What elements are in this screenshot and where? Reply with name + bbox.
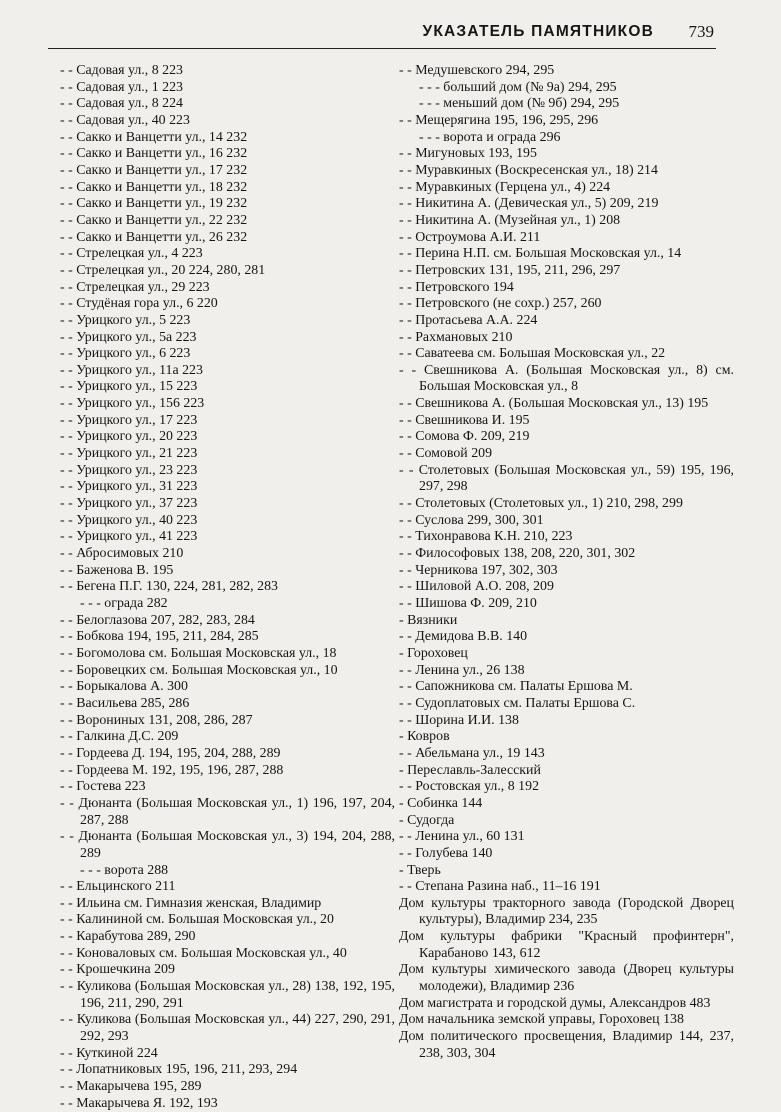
index-entry: - - Абельмана ул., 19 143	[399, 745, 545, 761]
index-entry: - - Сакко и Ванцетти ул., 14 232	[60, 129, 248, 145]
index-entry: - - Рахмановых 210	[399, 329, 513, 345]
index-entry: - Гороховец	[399, 645, 468, 661]
index-entry: - - Дюнанта (Большая Московская ул., 1) 196, 197, 204, 287, 288	[60, 795, 395, 828]
index-entry: - - Урицкого ул., 23 223	[60, 462, 198, 478]
index-entry: - - Саватеева см. Большая Московская ул., 22	[399, 346, 666, 362]
index-entry: - - Свешникова И. 195	[399, 412, 530, 428]
index-entry: Дом начальника земской управы, Гороховец 138	[399, 1012, 684, 1028]
page-header	[48, 14, 716, 49]
index-entry: - - Ленина ул., 26 138	[399, 662, 525, 678]
index-entry: - - Муравкиных (Воскресенская ул., 18) 214	[399, 162, 658, 178]
index-entry: Дом культуры химического завода (Дворец культуры молодежи), Владимир 236	[399, 962, 734, 995]
index-entry: - Вязники	[399, 612, 458, 628]
index-entry: - - Садовая ул., 8 223	[60, 63, 183, 78]
index-entry: - Тверь	[399, 862, 441, 878]
index-entry: - - Абросимовых 210	[60, 546, 184, 562]
index-entry: - - Голубева 140	[399, 845, 493, 861]
index-entry: - - Свешникова А. (Большая Московская ул., 13) 195	[399, 396, 709, 412]
index-entry: - - Карабутова 289, 290	[60, 929, 196, 945]
index-entry: - - Студёная гора ул., 6 220	[60, 296, 218, 312]
index-entry: Дом магистрата и городской думы, Александров 483	[399, 995, 711, 1011]
index-entry: - - Медушевского 294, 295	[399, 63, 555, 78]
index-entry: - - Ельцинского 211	[60, 879, 176, 895]
index-entry: - - Белоглазова 207, 282, 283, 284	[60, 612, 255, 628]
index-entry: - - Макарычева Я. 192, 193	[60, 1095, 218, 1111]
index-entry: - - Урицкого ул., 15 223	[60, 379, 198, 395]
index-entry: - - Стрелецкая ул., 4 223	[60, 246, 203, 262]
index-entry: - Ковров	[399, 729, 450, 745]
index-entry: - - Урицкого ул., 40 223	[60, 512, 198, 528]
index-entry: - - Свешникова А. (Большая Московская ул., 8) см. Большая Московская ул., 8	[399, 362, 734, 395]
index-entry: - - Сакко и Ванцетти ул., 18 232	[60, 179, 248, 195]
index-entry: - - - меньший дом (№ 9б) 294, 295	[419, 96, 620, 112]
index-entry: - - Дюнанта (Большая Московская ул., 3) 194, 204, 288, 289	[60, 829, 395, 861]
index-entry: - - Судоплатовых см. Палаты Ершова С.	[399, 695, 636, 711]
index-entry: - - Богомолова см. Большая Московская ул., 18	[60, 645, 337, 661]
index-column-left	[60, 63, 395, 1112]
page-number: 739	[688, 22, 714, 41]
index-entry: - - Ильина см. Гимназия женская, Владимир	[60, 895, 322, 911]
index-entry: - - Сакко и Ванцетти ул., 22 232	[60, 212, 248, 228]
index-entry: - - Урицкого ул., 37 223	[60, 496, 198, 512]
index-entry: - - Урицкого ул., 21 223	[60, 446, 198, 462]
index-entry: - - Мигуновых 193, 195	[399, 146, 537, 162]
index-entry: - - Сакко и Ванцетти ул., 26 232	[60, 229, 248, 245]
index-entry: - - Сомовой 209	[399, 446, 493, 462]
index-entry: - - Петровского 194	[399, 279, 514, 295]
index-entry: - - Васильева 285, 286	[60, 695, 190, 711]
index-entry: - Переславль-Залесский	[399, 762, 541, 778]
index-entry: - - - больший дом (№ 9а) 294, 295	[419, 79, 617, 95]
index-entry: - - - ограда 282	[80, 596, 168, 611]
index-entry: - - Стрелецкая ул., 20 224, 280, 281	[60, 262, 266, 278]
index-entry: - - Столетовых (Большая Московская ул., 59) 195, 196, 297, 298	[399, 462, 734, 495]
index-entry: - - Урицкого ул., 5а 223	[60, 329, 197, 345]
index-entry: - - Муравкиных (Герцена ул., 4) 224	[399, 179, 611, 195]
index-entry: - - - ворота и ограда 296	[419, 129, 561, 145]
index-entry: - - Урицкого ул., 6 223	[60, 346, 191, 362]
index-entry: - - Ворониных 131, 208, 286, 287	[60, 712, 253, 728]
index-entry: - - Мещерягина 195, 196, 295, 296	[399, 112, 599, 128]
index-entry: - Судогда	[399, 812, 455, 828]
index-entry: - - Шиловой А.О. 208, 209	[399, 579, 554, 595]
index-entry: - - Философовых 138, 208, 220, 301, 302	[399, 546, 636, 562]
index-entry: - - Урицкого ул., 41 223	[60, 529, 198, 545]
index-entry: - - Остроумова А.И. 211	[399, 229, 541, 245]
index-entry: - - Тихонравова К.Н. 210, 223	[399, 529, 573, 545]
index-entry: - - - ворота 288	[80, 862, 169, 878]
index-entry: - - Лопатниковых 195, 196, 211, 293, 294	[60, 1062, 298, 1078]
index-entry: - - Шорина И.И. 138	[399, 712, 519, 728]
index-entry: - - Куткиной 224	[60, 1045, 158, 1061]
index-entry: - - Петровского (не сохр.) 257, 260	[399, 296, 602, 312]
index-entry: Дом культуры тракторного завода (Городской Дворец культуры), Владимир 234, 235	[399, 895, 734, 928]
index-entry: - - Урицкого ул., 5 223	[60, 312, 191, 328]
index-entry: - - Садовая ул., 40 223	[60, 112, 190, 128]
index-entry: - - Никитина А. (Девическая ул., 5) 209, 219	[399, 196, 659, 212]
index-entry: - - Петровских 131, 195, 211, 296, 297	[399, 262, 621, 278]
index-entry: - - Урицкого ул., 11а 223	[60, 362, 203, 378]
index-entry: - - Степана Разина наб., 11–16 191	[399, 879, 601, 895]
index-entry: - - Протасьева А.А. 224	[399, 312, 538, 328]
index-entry: - - Боровецких см. Большая Московская ул., 10	[60, 662, 338, 678]
index-entry: - - Урицкого ул., 17 223	[60, 412, 198, 428]
index-entry: - - Сакко и Ванцетти ул., 16 232	[60, 146, 248, 162]
index-entry: - - Садовая ул., 1 223	[60, 79, 183, 95]
index-entry: - - Гордеева М. 192, 195, 196, 287, 288	[60, 762, 284, 778]
index-entry: - Собинка 144	[399, 795, 483, 811]
index-entry: - - Урицкого ул., 20 223	[60, 429, 198, 445]
index-title: УКАЗАТЕЛЬ ПАМЯТНИКОВ	[422, 23, 654, 40]
index-column-right	[399, 63, 734, 1062]
index-entry: - - Перина Н.П. см. Большая Московская ул., 14	[399, 246, 682, 262]
index-entry: - - Бегена П.Г. 130, 224, 281, 282, 283	[60, 579, 278, 595]
index-entry: - - Галкина Д.С. 209	[60, 729, 179, 745]
index-entry: - - Столетовых (Столетовых ул., 1) 210, 298, 299	[399, 496, 683, 512]
index-entry: - - Сакко и Ванцетти ул., 17 232	[60, 162, 248, 178]
index-entry: - - Гордеева Д. 194, 195, 204, 288, 289	[60, 745, 281, 761]
index-entry: Дом культуры фабрики "Красный профинтерн", Карабаново 143, 612	[399, 929, 734, 961]
index-entry: - - Коноваловых см. Большая Московская ул., 40	[60, 945, 347, 961]
index-entry: - - Куликова (Большая Московская ул., 44) 227, 290, 291, 292, 293	[60, 1012, 395, 1045]
index-entry: - - Демидова В.В. 140	[399, 629, 528, 645]
index-entry: - - Макарычева 195, 289	[60, 1079, 202, 1095]
index-entry: - - Урицкого ул., 156 223	[60, 396, 205, 412]
index-entry: - - Садовая ул., 8 224	[60, 96, 183, 112]
index-entry: - - Шишова Ф. 209, 210	[399, 596, 537, 611]
index-entry: - - Черникова 197, 302, 303	[399, 562, 558, 578]
index-entry: - - Борыкалова А. 300	[60, 679, 188, 695]
index-entry: - - Сакко и Ванцетти ул., 19 232	[60, 196, 248, 212]
index-entry: - - Куликова (Большая Московская ул., 28) 138, 192, 195, 196, 211, 290, 291	[60, 979, 395, 1011]
index-entry: - - Никитина А. (Музейная ул., 1) 208	[399, 212, 621, 228]
index-entry: - - Крошечкина 209	[60, 962, 175, 978]
index-entry: Дом политического просвещения, Владимир 144, 237, 238, 303, 304	[399, 1029, 734, 1061]
index-entry: - - Сапожникова см. Палаты Ершова М.	[399, 679, 633, 695]
index-entry: - - Бобкова 194, 195, 211, 284, 285	[60, 629, 259, 645]
index-entry: - - Урицкого ул., 31 223	[60, 479, 198, 495]
index-entry: - - Сомова Ф. 209, 219	[399, 429, 530, 445]
index-entry: - - Суслова 299, 300, 301	[399, 512, 544, 528]
index-entry: - - Ростовская ул., 8 192	[399, 779, 540, 795]
index-entry: - - Баженова В. 195	[60, 562, 174, 578]
index-entry: - - Стрелецкая ул., 29 223	[60, 279, 210, 295]
index-entry: - - Калининой см. Большая Московская ул., 20	[60, 912, 334, 928]
index-entry: - - Гостева 223	[60, 779, 146, 795]
index-entry: - - Ленина ул., 60 131	[399, 829, 525, 845]
